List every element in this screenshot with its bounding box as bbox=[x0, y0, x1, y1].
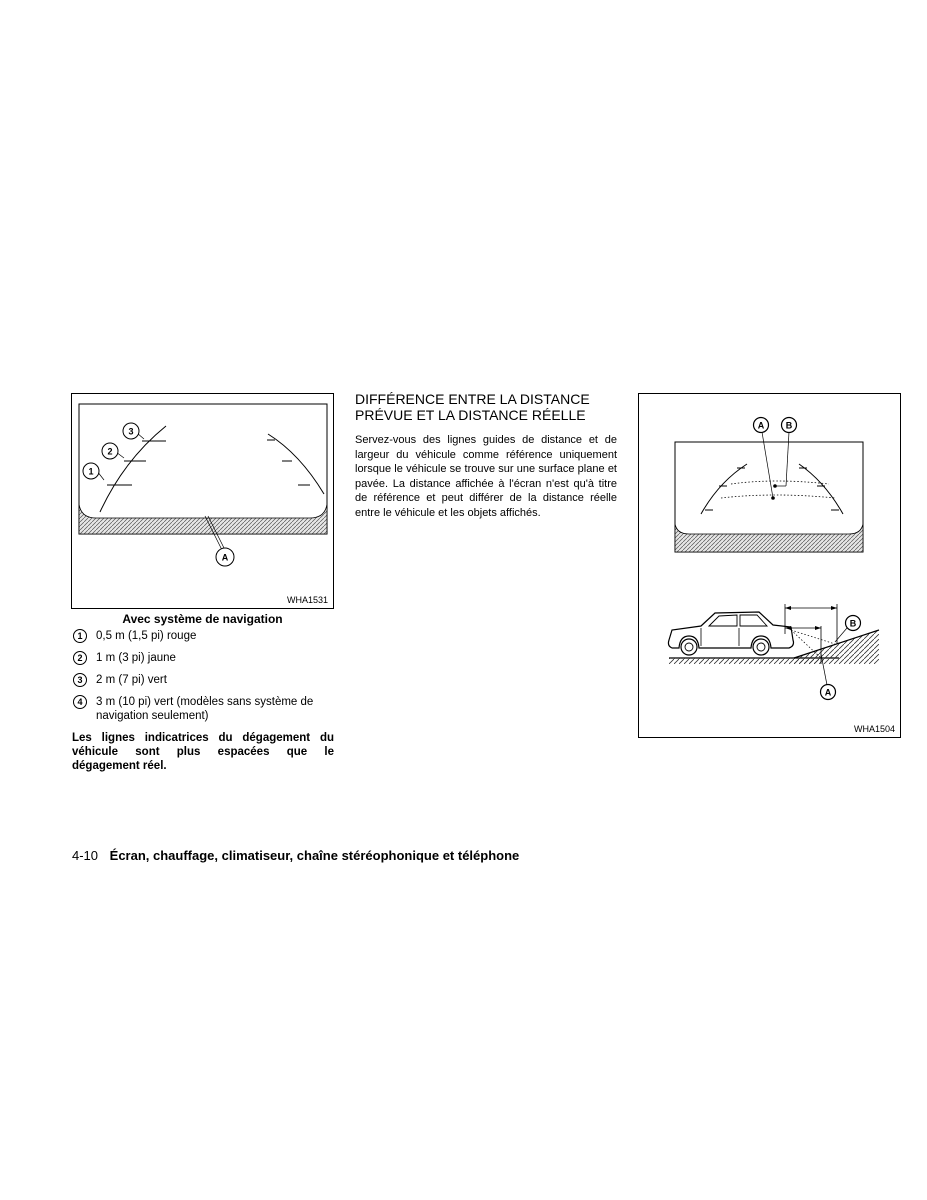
page-number: 4-10 bbox=[72, 848, 99, 863]
callout-a-side bbox=[821, 685, 836, 700]
svg-text:2: 2 bbox=[107, 446, 113, 457]
svg-text:B: B bbox=[785, 420, 793, 431]
callout-2 bbox=[102, 443, 118, 459]
section-heading: DIFFÉRENCE ENTRE LA DISTANCE PRÉVUE ET LA DISTANCE RÉELLE bbox=[355, 391, 590, 423]
chapter-title: Écran, chauffage, climatiseur, chaîne stéréophonique et téléphone bbox=[109, 848, 520, 863]
svg-text:A: A bbox=[824, 687, 832, 698]
svg-text:B: B bbox=[849, 618, 857, 629]
figure-caption: Avec système de navigation bbox=[122, 612, 283, 626]
rear-view-diagram bbox=[72, 394, 335, 610]
monitor-screen bbox=[79, 404, 327, 534]
bold-note: Les lignes indicatrices du dégagement du véhicule sont plus espacées que le dégagement réel. bbox=[72, 732, 334, 772]
figure-distance-difference bbox=[638, 393, 901, 738]
svg-text:3: 3 bbox=[128, 426, 134, 437]
callout-b-top bbox=[782, 418, 797, 433]
list-item-text: 0,5 m (1,5 pi) rouge bbox=[96, 630, 197, 642]
figure-code: WHA1504 bbox=[853, 724, 895, 734]
page-footer bbox=[72, 848, 519, 863]
figure-code: WHA1531 bbox=[286, 595, 328, 605]
figure-rear-camera-guides bbox=[71, 393, 334, 609]
list-item bbox=[72, 695, 334, 723]
car-side-view bbox=[668, 612, 793, 655]
list-item-text: 3 m (10 pi) vert (modèles sans système de navigation seulement) bbox=[96, 696, 314, 722]
section-body: Servez-vous des lignes guides de distance et de largeur du véhicule comme référence uniquement lorsque le véhicule se trouve sur une surface plane et pavée. La distance affichée à l'écran n'est qu'à titre de référence et peut différer de la distance réelle entre le véhicule et les objets affichés. bbox=[355, 434, 617, 519]
callout-a-top bbox=[754, 418, 769, 433]
list-item bbox=[72, 629, 334, 643]
number-badge: 3 bbox=[73, 673, 87, 687]
callout-1 bbox=[83, 463, 99, 479]
callout-b-side bbox=[846, 616, 861, 631]
list-item bbox=[72, 673, 334, 687]
number-badge: 1 bbox=[73, 629, 87, 643]
number-badge: 4 bbox=[73, 695, 87, 709]
list-item bbox=[72, 651, 334, 665]
distance-diagram bbox=[639, 394, 902, 739]
slope bbox=[794, 630, 879, 664]
callout-a bbox=[216, 548, 234, 566]
callout-3 bbox=[123, 423, 139, 439]
svg-text:A: A bbox=[221, 552, 229, 563]
list-item-text: 1 m (3 pi) jaune bbox=[96, 652, 176, 664]
legend-list bbox=[72, 629, 334, 731]
svg-text:A: A bbox=[757, 420, 765, 431]
list-item-text: 2 m (7 pi) vert bbox=[96, 674, 167, 686]
svg-text:1: 1 bbox=[88, 466, 94, 477]
number-badge: 2 bbox=[73, 651, 87, 665]
